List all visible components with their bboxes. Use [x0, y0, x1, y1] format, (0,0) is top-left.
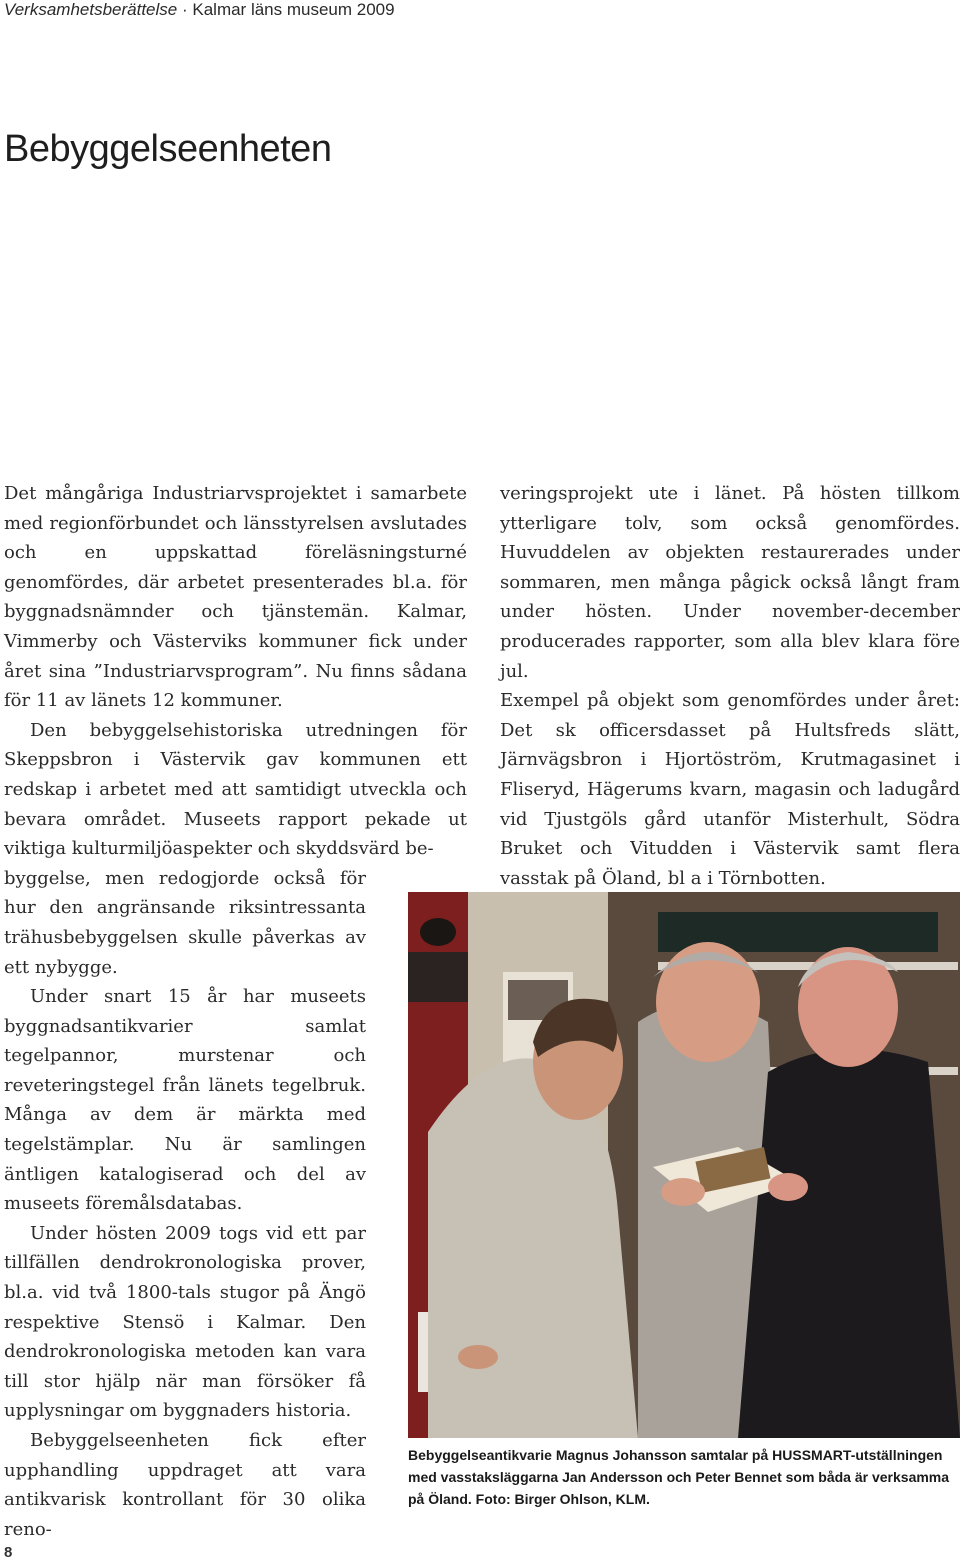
paragraph-skeppsbron-continued: byggelse, men redogjorde också för hur den angränsande riksintressanta trähusbebyggelsen skulle påverkas av ett nybygge.	[4, 867, 366, 978]
photo-caption: Bebyggelseantikvarie Magnus Johansson samtalar på HUSSMART-utställningen med vasstaksläggarna Jan Andersson och Peter Bennet som båda är verksamma på Öland. Foto: Birger Ohlson, KLM.	[408, 1447, 950, 1507]
left-column-narrow-section	[4, 864, 366, 1545]
left-text-column	[4, 479, 467, 1544]
paragraph-renoveringar: veringsprojekt ute i länet. På hösten tillkom ytterligare tolv, som också genomfördes. Huvuddelen av objekten restaurerades under sommaren, men många pågick också långt fram under hösten. Under november-december producerades rapporter, som alla blev klara före jul.	[500, 483, 960, 682]
paragraph-industriarv: Det mångåriga Industriarvsprojektet i samarbete med regionförbundet och länsstyrelsen avslutades och en uppskattad föreläsningsturné genomfördes, där arbetet presenterades bl.a. för byggnadsnämnder och tjänstemän. Kalmar, Vimmerby och Västerviks kommuner fick under året sina ”Industriarvsprogram”. Nu finns sådana för 11 av länets 12 kommuner.	[4, 483, 467, 712]
publication-name: Verksamhetsberättelse	[4, 0, 178, 19]
paragraph-tegel: Under snart 15 år har museets byggnadsantikvarier samlat tegelpannor, murstenar och reveteringstegel från länets tegelbruk. Många av dem är märkta med tegelstämplar. Nu är samlingen äntligen katalogiserad och del av museets föremålsdatabas.	[4, 986, 366, 1215]
paragraph-exempel-objekt: Exempel på objekt som genomfördes under året: Det sk officersdasset på Hultsfreds slätt, Järnvägsbron i Hjortöström, Krutmagasinet i Fliseryd, Hägerums kvarn, magasin och ladugård vid Tjustgöls gård utanför Misterhult, Södra Bruket och Vitudden i Västervik samt flera vasstak på Öland, bl a i Törnbotten.	[500, 690, 960, 889]
page-title: Bebyggelseenheten	[4, 128, 332, 170]
exhibition-photo	[408, 892, 960, 1438]
running-header	[4, 0, 395, 20]
paragraph-skeppsbron: Den bebyggelsehistoriska utredningen för Skeppsbron i Västervik gav kommunen ett redskap i arbetet med att samtidigt utveckla och bevara området. Museets rapport pekade ut viktiga kulturmiljöaspekter och skyddsvärd be-	[4, 719, 467, 860]
paragraph-dendro: Under hösten 2009 togs vid ett par tillfällen dendrokronologiska prover, bl.a. vid två 1800-tals stugor på Ängö respektive Stensö i Kalmar. Den dendrokronologiska metoden kan vara till stor hjälp när man försöker få upplysningar om byggnaders historia.	[4, 1222, 366, 1422]
right-text-column	[500, 479, 960, 893]
organization-name: Kalmar läns museum 2009	[192, 0, 395, 19]
page-number: 8	[4, 1544, 13, 1561]
paragraph-antikvarisk-kontroll: Bebyggelseenheten fick efter upphandling uppdraget att vara antikvarisk kontrollant för 30 olika reno-	[4, 1430, 366, 1540]
header-separator: ·	[181, 0, 188, 19]
